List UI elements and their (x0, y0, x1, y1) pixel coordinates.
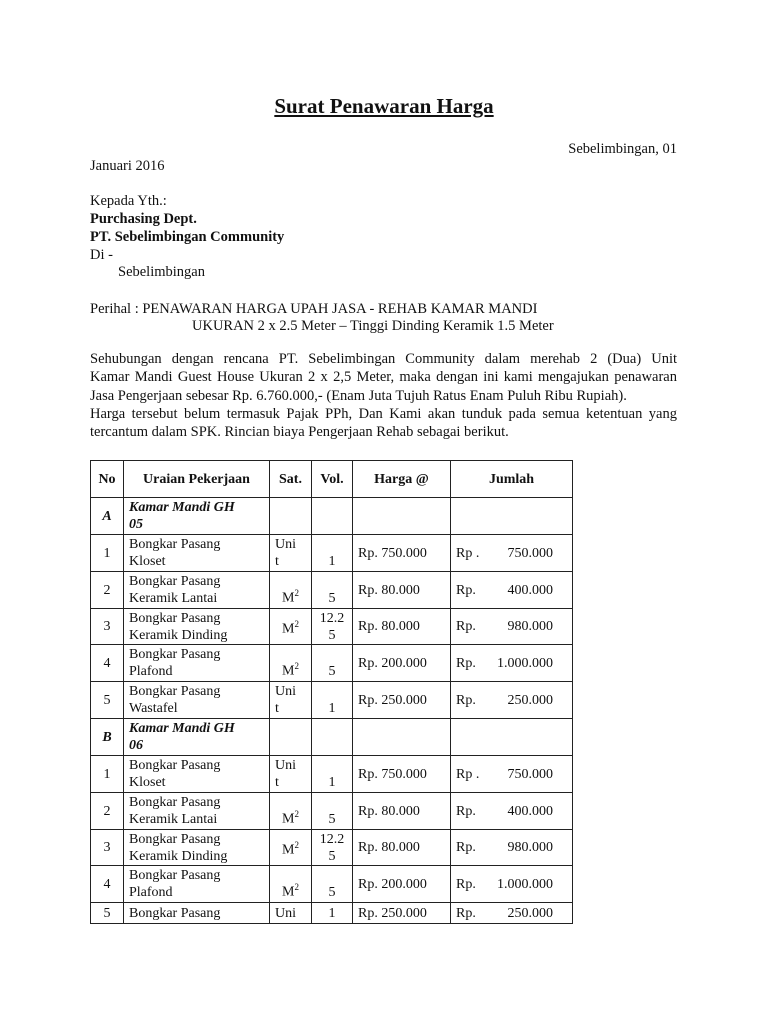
unit-line: M (282, 591, 295, 606)
currency-label: Rp . (456, 766, 480, 782)
row-unit (270, 866, 312, 903)
row-total (451, 609, 573, 645)
row-no: 3 (91, 609, 124, 645)
row-unit-price: Rp. 80.000 (353, 572, 451, 609)
empty-cell (270, 498, 312, 535)
unit-line: t (275, 775, 279, 790)
document-title: Surat Penawaran Harga (274, 94, 494, 118)
row-unit (270, 645, 312, 682)
unit-line: Uni (275, 537, 296, 552)
currency-label: Rp. (456, 803, 476, 819)
desc-line: Bongkar Pasang (129, 610, 221, 626)
section-letter: B (91, 719, 124, 756)
row-total (451, 793, 573, 830)
row-unit-price: Rp. 80.000 (353, 830, 451, 866)
unit-line: M (282, 664, 295, 679)
row-unit (270, 830, 312, 866)
unit-line: t (275, 554, 279, 569)
body-paragraph (90, 350, 677, 441)
unit-line: M (282, 621, 295, 637)
total-value: 750.000 (507, 545, 553, 561)
place-date-line-2: Januari 2016 (90, 158, 165, 174)
currency-label: Rp. (456, 905, 476, 921)
row-unit-price: Rp. 250.000 (353, 682, 451, 719)
volume-line: 5 (328, 627, 336, 643)
table-row (91, 866, 573, 903)
table-row (91, 535, 573, 572)
body-line: Kamar Mandi Guest House Ukuran 2 x 2,5 Meter, maka dengan ini kami mengajukan penawaran (90, 369, 677, 386)
empty-cell (353, 498, 451, 535)
row-description (124, 682, 270, 719)
desc-line: Bongkar Pasang (129, 831, 221, 847)
row-unit (270, 793, 312, 830)
subject-line-1: Perihal : PENAWARAN HARGA UPAH JASA - REHAB KAMAR MANDI (90, 301, 538, 317)
row-unit (270, 756, 312, 793)
place-date-line-1: Sebelimbingan, 01 (568, 141, 677, 157)
cost-breakdown-table (90, 460, 573, 924)
row-unit-price: Rp. 750.000 (353, 756, 451, 793)
row-total (451, 756, 573, 793)
row-total (451, 535, 573, 572)
desc-line: Bongkar Pasang (129, 574, 221, 589)
table-row (91, 830, 573, 866)
section-row (91, 498, 573, 535)
body-line: Sehubungan dengan rencana PT. Sebelimbingan Community dalam merehab 2 (Dua) Unit (90, 351, 677, 367)
unit-line: M (282, 885, 295, 900)
table-row (91, 756, 573, 793)
unit-superscript: 2 (294, 809, 299, 820)
table-row (91, 645, 573, 682)
desc-line: Bongkar Pasang (129, 537, 221, 552)
row-volume (312, 830, 353, 866)
row-no: 4 (91, 645, 124, 682)
desc-line: Bongkar Pasang (129, 684, 221, 699)
table-row (91, 793, 573, 830)
row-unit-price: Rp. 200.000 (353, 866, 451, 903)
header-no: No (91, 461, 124, 498)
desc-line: Wastafel (129, 701, 178, 716)
desc-line: Bongkar Pasang (129, 795, 221, 810)
desc-line: Keramik Dinding (129, 627, 228, 643)
row-total (451, 866, 573, 903)
empty-cell (312, 498, 353, 535)
empty-cell (312, 719, 353, 756)
total-value: 980.000 (507, 619, 553, 634)
desc-line: Keramik Dinding (129, 848, 228, 864)
recipient-di: Di - (90, 247, 113, 263)
table-row (91, 903, 573, 924)
row-volume: 1 (312, 756, 353, 793)
header-description: Uraian Pekerjaan (124, 461, 270, 498)
total-value: 400.000 (507, 582, 553, 598)
unit-line: Uni (275, 684, 296, 699)
unit-superscript: 2 (294, 588, 299, 599)
body-line: tercantum dalam SPK. Rincian biaya Pengerjaan Rehab sebagai berikut. (90, 424, 509, 441)
row-total (451, 830, 573, 866)
desc-line: Bongkar Pasang (129, 868, 221, 883)
desc-line: Bongkar Pasang (129, 647, 221, 662)
unit-superscript: 2 (294, 618, 299, 629)
row-unit-price: Rp. 750.000 (353, 535, 451, 572)
volume-line: 5 (328, 848, 336, 864)
section-name-line: Kamar Mandi GH (129, 721, 235, 736)
unit-line: t (275, 701, 279, 716)
section-name-line: 06 (129, 738, 143, 753)
row-unit (270, 535, 312, 572)
volume-line: 12.2 (319, 831, 345, 847)
row-no: 1 (91, 756, 124, 793)
row-description (124, 609, 270, 645)
desc-line: Plafond (129, 664, 173, 679)
row-unit-price: Rp. 80.000 (353, 793, 451, 830)
desc-line: Keramik Lantai (129, 591, 218, 606)
body-line: Harga tersebut belum termasuk Pajak PPh, Dan Kami akan tunduk pada semua ketentuan yang (90, 405, 677, 422)
total-value: 1.000.000 (497, 655, 553, 671)
row-unit (270, 572, 312, 609)
section-name (124, 498, 270, 535)
row-no: 4 (91, 866, 124, 903)
desc-line: Kloset (129, 775, 166, 790)
section-letter: A (91, 498, 124, 535)
body-line: Jasa Pengerjaan sebesar Rp. 6.760.000,- (Enam Juta Tujuh Ratus Enam Puluh Ribu Rupiah). (90, 387, 627, 404)
table-row (91, 609, 573, 645)
row-unit-price: Rp. 200.000 (353, 645, 451, 682)
currency-label: Rp. (456, 619, 476, 634)
currency-label: Rp. (456, 655, 476, 671)
unit-line: M (282, 842, 295, 858)
row-total (451, 645, 573, 682)
desc-line: Plafond (129, 885, 173, 900)
empty-cell (451, 498, 573, 535)
row-no: 1 (91, 535, 124, 572)
desc-line: Kloset (129, 554, 166, 569)
row-description (124, 645, 270, 682)
row-total (451, 903, 573, 924)
header-unit-price: Harga @ (353, 461, 451, 498)
recipient-label: Kepada Yth.: (90, 193, 167, 209)
row-total (451, 682, 573, 719)
table-header-row (91, 461, 573, 498)
row-description (124, 535, 270, 572)
row-volume: 1 (312, 535, 353, 572)
row-volume: 5 (312, 645, 353, 682)
row-volume: 1 (312, 903, 353, 924)
empty-cell (451, 719, 573, 756)
unit-superscript: 2 (294, 661, 299, 672)
row-volume: 1 (312, 682, 353, 719)
row-unit (270, 609, 312, 645)
header-volume: Vol. (312, 461, 353, 498)
row-description: Bongkar Pasang (124, 903, 270, 924)
table-row (91, 682, 573, 719)
total-value: 1.000.000 (497, 876, 553, 892)
currency-label: Rp . (456, 545, 480, 561)
total-value: 250.000 (507, 905, 553, 921)
recipient-company: PT. Sebelimbingan Community (90, 229, 285, 245)
row-no: 5 (91, 903, 124, 924)
row-unit (270, 682, 312, 719)
row-no: 5 (91, 682, 124, 719)
unit-line: Uni (275, 758, 296, 773)
section-name-line: Kamar Mandi GH (129, 500, 235, 515)
unit-line: M (282, 812, 295, 827)
desc-line: Keramik Lantai (129, 812, 218, 827)
row-description (124, 830, 270, 866)
section-name-line: 05 (129, 517, 143, 532)
row-no: 2 (91, 793, 124, 830)
total-value: 980.000 (507, 840, 553, 855)
row-unit-price: Rp. 80.000 (353, 609, 451, 645)
subject-line-2: UKURAN 2 x 2.5 Meter – Tinggi Dinding Keramik 1.5 Meter (192, 318, 554, 334)
recipient-dept: Purchasing Dept. (90, 211, 197, 227)
row-description (124, 793, 270, 830)
row-unit: Uni (270, 903, 312, 924)
total-value: 400.000 (507, 803, 553, 819)
unit-superscript: 2 (294, 882, 299, 893)
recipient-city: Sebelimbingan (118, 264, 205, 280)
row-volume (312, 609, 353, 645)
section-row (91, 719, 573, 756)
row-volume: 5 (312, 793, 353, 830)
volume-line: 12.2 (319, 610, 345, 626)
row-description (124, 572, 270, 609)
table-row (91, 572, 573, 609)
row-description (124, 756, 270, 793)
currency-label: Rp. (456, 692, 476, 708)
currency-label: Rp. (456, 582, 476, 598)
total-value: 250.000 (507, 692, 553, 708)
header-unit: Sat. (270, 461, 312, 498)
row-volume: 5 (312, 866, 353, 903)
row-no: 2 (91, 572, 124, 609)
empty-cell (353, 719, 451, 756)
row-description (124, 866, 270, 903)
row-no: 3 (91, 830, 124, 866)
empty-cell (270, 719, 312, 756)
desc-line: Bongkar Pasang (129, 758, 221, 773)
row-total (451, 572, 573, 609)
unit-superscript: 2 (294, 839, 299, 850)
section-name (124, 719, 270, 756)
currency-label: Rp. (456, 840, 476, 855)
total-value: 750.000 (507, 766, 553, 782)
header-total: Jumlah (451, 461, 573, 498)
currency-label: Rp. (456, 876, 476, 892)
row-unit-price: Rp. 250.000 (353, 903, 451, 924)
row-volume: 5 (312, 572, 353, 609)
